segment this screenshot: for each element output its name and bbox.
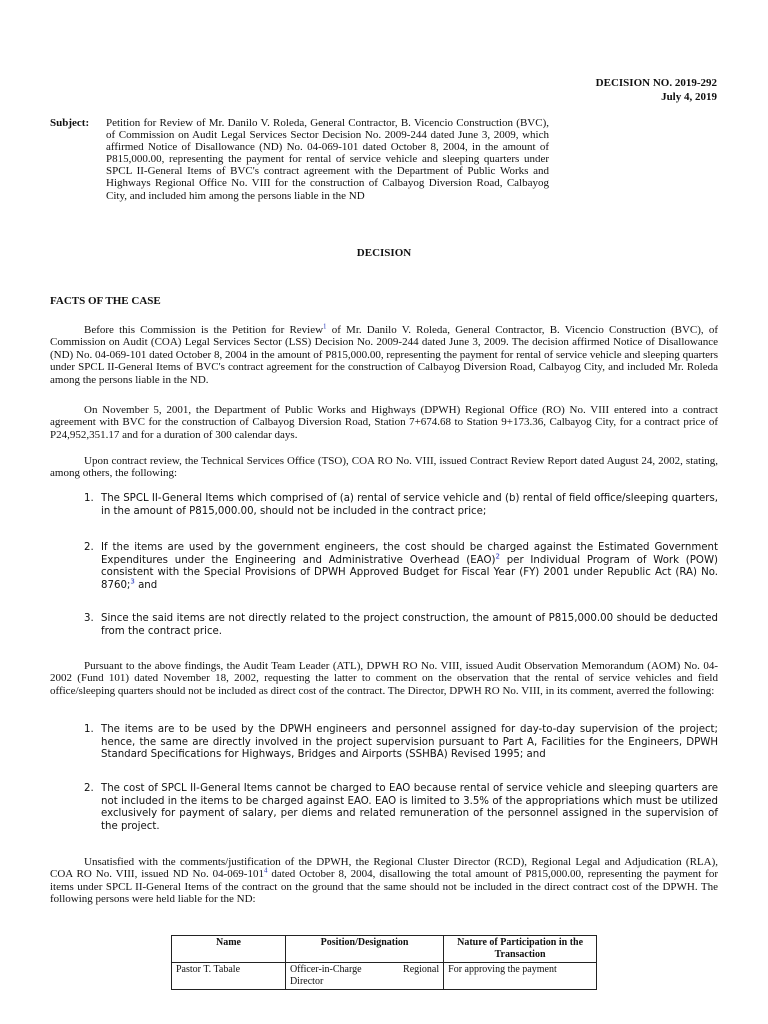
column-header-name: Name — [172, 936, 286, 963]
footnote-ref-2[interactable]: 2 — [495, 552, 500, 561]
cell-position: Officer-in-Charge Regional Director — [285, 963, 443, 990]
paragraph-petition: Before this Commission is the Petition for Review$^1$ of Mr. Danilo V. Roleda, General Contractor, B. Vicencio Construction (BVC), of Commission on Audit (COA) Legal Services Sector (LSS) Decision No. 2009-244 dated June 3, 2009. The decision affirmed Notice of Disallowance (ND) No. 04-069-101 dated October 8, 2004 in the amount of P815,000.00, representing the payment for rental of service vehicle and sleeping quarters under SPCL II-General Items of BVC's contract agreement for the construction of Calbayog Diversion Road, Calbayog City, and included Mr. Roleda among the persons liable in the ND. — [50, 322, 719, 386]
subject-label: Subject: — [50, 117, 90, 129]
decision-date: July 4, 2019 — [661, 90, 717, 103]
paragraph-notice-of-disallowance: Unsatisfied with the comments/justification of the DPWH, the Regional Cluster Director (RCD), Regional Legal and Adjudication (RLA), COA RO No. VIII, issued ND No. $04-069-101^4$ dated October 8, 2004, disallowing the total amount of P815,000.00, representing the payment for items under SPCL II-General Items of the contract on the ground that the same should not be included in the direct contract cost of the DPWH. The following persons were held liable for the ND: — [50, 856, 718, 906]
persons-liable-table — [171, 935, 597, 990]
table-row — [172, 963, 597, 990]
column-header-position: Position/Designation — [285, 936, 443, 963]
decision-header — [500, 77, 717, 104]
paragraph-contract-review: Upon contract review, the Technical Services Office (TSO), COA RO No. VIII, issued Contract Review Report dated August 24, 2002, stating, among others, the following: — [50, 455, 718, 480]
column-header-participation: Nature of Participation in the Transaction — [444, 936, 597, 963]
list-item: 1. The SPCL II-General Items which comprised of (a) rental of service vehicle and (b) rental of field office/sleeping quarters, in the amount of P815,000.00, should not be included in the contract price; — [84, 493, 718, 517]
decision-number: DECISION NO. 2019-292 — [595, 77, 717, 89]
paragraph-contract: On November 5, 2001, the Department of Public Works and Highways (DPWH) Regional Office (RO) No. VIII entered into a contract agreement with BVC for the construction of Calbayog Diversion Road, Station 7+674.68 to Station 9+173.36, Calbayog City, for a contract price of P24,952,351.17 and for a duration of 300 calendar days. — [50, 404, 718, 441]
list-item: 1. The items are to be used by the DPWH engineers and personnel assigned for day-to-day supervision of the project; hence, the same are directly involved in the project supervision pursuant to Part A, Facilities for the Engineers, DPWH Standard Specifications for Highways, Bridges and Airports (SSHBA) Revised 1995; and — [84, 724, 718, 761]
list-item: 3. Since the said items are not directly related to the project construction, the amount of P815,000.00 should be deducted from the contract price. — [84, 613, 718, 637]
section-heading-facts: FACTS OF THE CASE — [50, 295, 161, 307]
subject-text: Petition for Review of Mr. Danilo V. Roleda, General Contractor, B. Vicencio Construction (BVC), of Commission on Audit Legal Services Sector Decision No. 2009-244 dated June 3, 2009, which affirmed Notice of Disallowance (ND) No. 04-069-101 dated October 8, 2004, in the amount of P815,000.00, representing the payment for rental of service vehicle and sleeping quarters under SPCL II-General Items of BVC's contract agreement with the Department of Public Works and Highways Regional Office No. VIII for the construction of Calbayog Diversion Road, Calbayog City, and included him among the persons liable in the ND — [106, 117, 549, 202]
list-item: 2. The cost of SPCL II-General Items cannot be charged to EAO because rental of service vehicle and sleeping quarters are not included in the items to be charged against EAO. EAO is limited to 3.5% of the appropriations which must be utilized exclusively for payment of salary, per diems and related remuneration of the personnel assigned in the supervision of the project. — [84, 783, 718, 832]
list-item: 2. If the items are used by the government engineers, the cost should be charged against the Estimated Government Expenditures under the Engineering and Administrative Overhead (EAO)$^2$ per Individual Program of Work (POW) consistent with the Special Provisions of DPWH Approved Budget for Fiscal Year (FY) 2001 under Republic Act (RA) No. 8760;$^3$ and — [84, 542, 718, 591]
paragraph-audit-observation: Pursuant to the above findings, the Audit Team Leader (ATL), DPWH RO No. VIII, issued Audit Observation Memorandum (AOM) No. 04-2002 (Fund 101) dated November 18, 2002, requesting the latter to comment on the observation that the rental of service vehicles and field office/sleeping quarters should not be included as direct cost of the contract. The Director, DPWH RO No. VIII, in its comment, averred the following: — [50, 660, 718, 697]
table-header-row — [172, 936, 597, 963]
footnote-ref-4[interactable]: 4 — [263, 866, 268, 875]
cell-name: Pastor T. Tabale — [172, 963, 286, 990]
footnote-ref-1[interactable]: 1 — [323, 322, 327, 331]
decision-title: DECISION — [356, 247, 412, 259]
footnote-ref-3[interactable]: 3 — [130, 577, 135, 586]
cell-participation: For approving the payment — [444, 963, 597, 990]
